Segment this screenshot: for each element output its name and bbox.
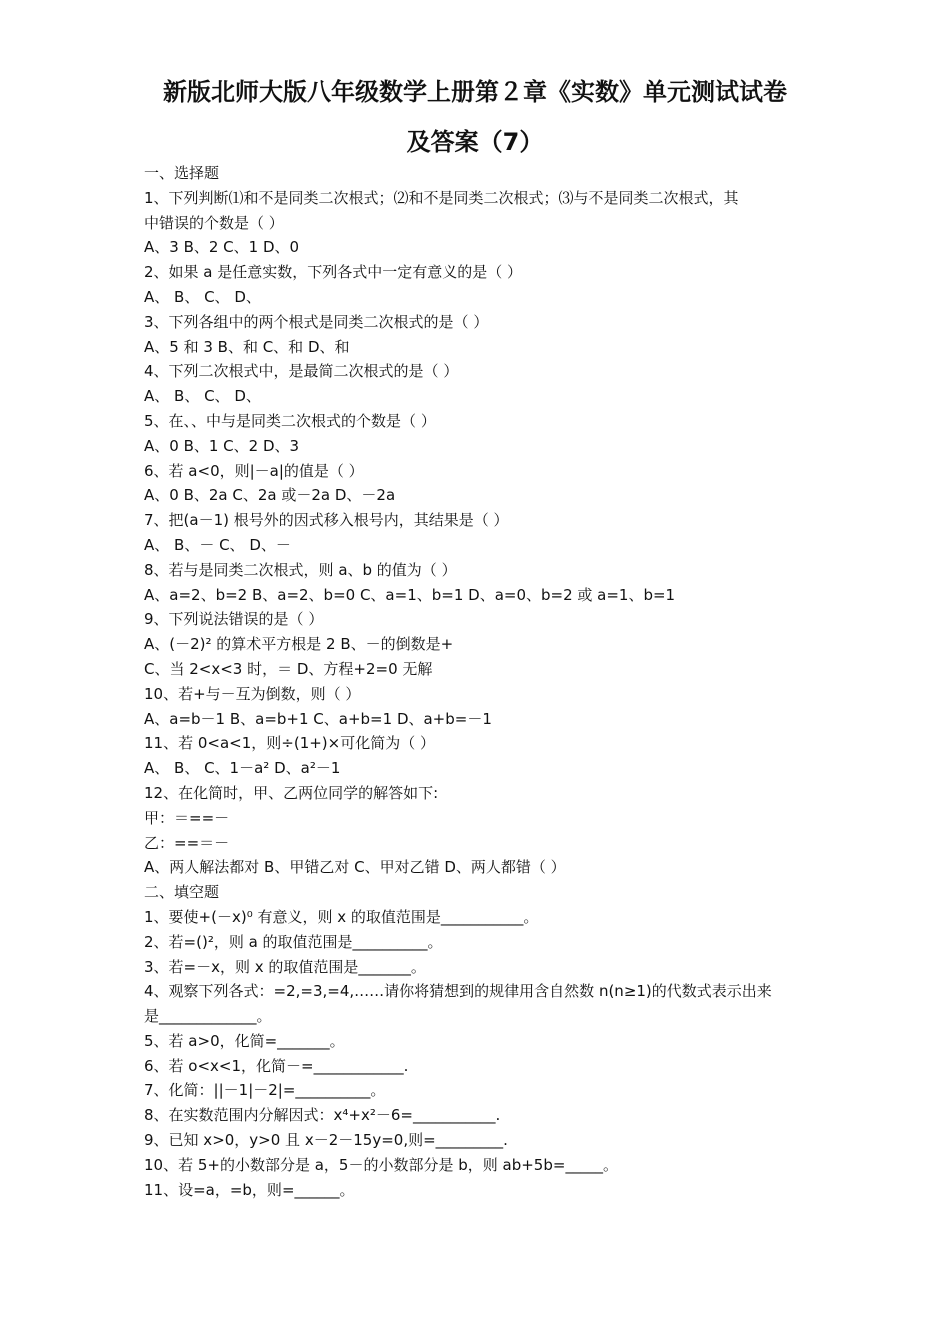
- question-text: 9、下列说法错误的是（ ）: [144, 610, 324, 629]
- answer-options: A、a=2、b=2 B、a=2、b=0 C、a=1、b=1 D、a=0、b=2 或 a=1、b=1: [144, 585, 676, 604]
- fill-in-question: 3、若=－x，则 x 的取值范围是_______。: [144, 957, 426, 976]
- fill-in-question: 8、在实数范围内分解因式：x⁴+x²－6=___________.: [144, 1106, 501, 1125]
- answer-options: A、(－2)² 的算术平方根是 2 B、－的倒数是+: [144, 635, 454, 654]
- question-text: 8、若与是同类二次根式，则 a、b 的值为（ ）: [144, 560, 457, 579]
- fill-in-question: 是_____________。: [144, 1007, 272, 1026]
- document-title-line-2: 及答案（7）: [406, 128, 544, 156]
- answer-options: A、 B、 C、 D、: [144, 287, 261, 306]
- answer-options: A、 B、－ C、 D、－: [144, 535, 291, 554]
- fill-in-question: 2、若=()²，则 a 的取值范围是__________。: [144, 932, 443, 951]
- fill-in-question: 6、若 o<x<1，化简－=____________.: [144, 1056, 409, 1075]
- question-text: 12、在化简时，甲、乙两位同学的解答如下:: [144, 783, 439, 802]
- question-content: [144, 161, 814, 1202]
- answer-options: A、0 B、2a C、2a 或－2a D、－2a: [144, 486, 396, 505]
- question-text: 7、把(a－1) 根号外的因式移入根号内，其结果是（ ）: [144, 511, 509, 530]
- solution-line: 乙：==＝－: [144, 833, 230, 852]
- answer-options: A、3 B、2 C、1 D、0: [144, 238, 300, 257]
- answer-options: A、两人解法都对 B、甲错乙对 C、甲对乙错 D、两人都错（ ）: [144, 858, 566, 877]
- question-text: 2、如果 a 是任意实数，下列各式中一定有意义的是（ ）: [144, 263, 523, 282]
- question-text: 4、下列二次根式中，是最简二次根式的是（ ）: [144, 362, 459, 381]
- question-text: 中错误的个数是（ ）: [144, 213, 284, 232]
- fill-in-question: 4、观察下列各式：=2,=3,=4,……请你将猜想到的规律用含自然数 n(n≥1)的代数式表示出来: [144, 982, 772, 1001]
- fill-in-question: 10、若 5+的小数部分是 a，5－的小数部分是 b，则 ab+5b=_____。: [144, 1155, 618, 1174]
- question-text: 1、下列判断⑴和不是同类二次根式；⑵和不是同类二次根式；⑶与不是同类二次根式，其: [144, 188, 739, 207]
- solution-line: 甲：＝==－: [144, 808, 230, 827]
- answer-options: A、0 B、1 C、2 D、3: [144, 436, 300, 455]
- answer-options: A、5 和 3 B、和 C、和 D、和: [144, 337, 350, 356]
- question-text: 6、若 a<0，则|－a|的值是（ ）: [144, 461, 364, 480]
- fill-in-question: 5、若 a>0，化简=_______。: [144, 1031, 345, 1050]
- answer-options: A、a=b－1 B、a=b+1 C、a+b=1 D、a+b=－1: [144, 709, 492, 728]
- fill-in-question: 7、化简：||－1|－2|=__________。: [144, 1081, 386, 1100]
- question-text: 10、若+与－互为倒数，则（ ）: [144, 684, 361, 703]
- question-text: 11、若 0<a<1，则÷(1+)×可化简为（ ）: [144, 734, 435, 753]
- answer-options: A、 B、 C、 D、: [144, 387, 261, 406]
- fill-in-question: 11、设=a，=b，则=______。: [144, 1180, 355, 1199]
- section-heading-choice: 一、选择题: [144, 164, 220, 182]
- question-text: 3、下列各组中的两个根式是同类二次根式的是（ ）: [144, 312, 489, 331]
- answer-options: A、 B、 C、1－a² D、a²－1: [144, 759, 341, 778]
- section-heading-fill-in: 二、填空题: [144, 883, 220, 902]
- answer-options: C、当 2<x<3 时，＝ D、方程+2=0 无解: [144, 659, 433, 678]
- document-title-line-1: 新版北师大版八年级数学上册第２章《实数》单元测试试卷: [163, 78, 787, 106]
- question-text: 5、在、、中与是同类二次根式的个数是（ ）: [144, 411, 436, 430]
- fill-in-question: 1、要使+(－x)⁰ 有意义，则 x 的取值范围是___________。: [144, 907, 539, 926]
- fill-in-question: 9、已知 x>0，y>0 且 x－2－15y=0,则=_________.: [144, 1131, 508, 1150]
